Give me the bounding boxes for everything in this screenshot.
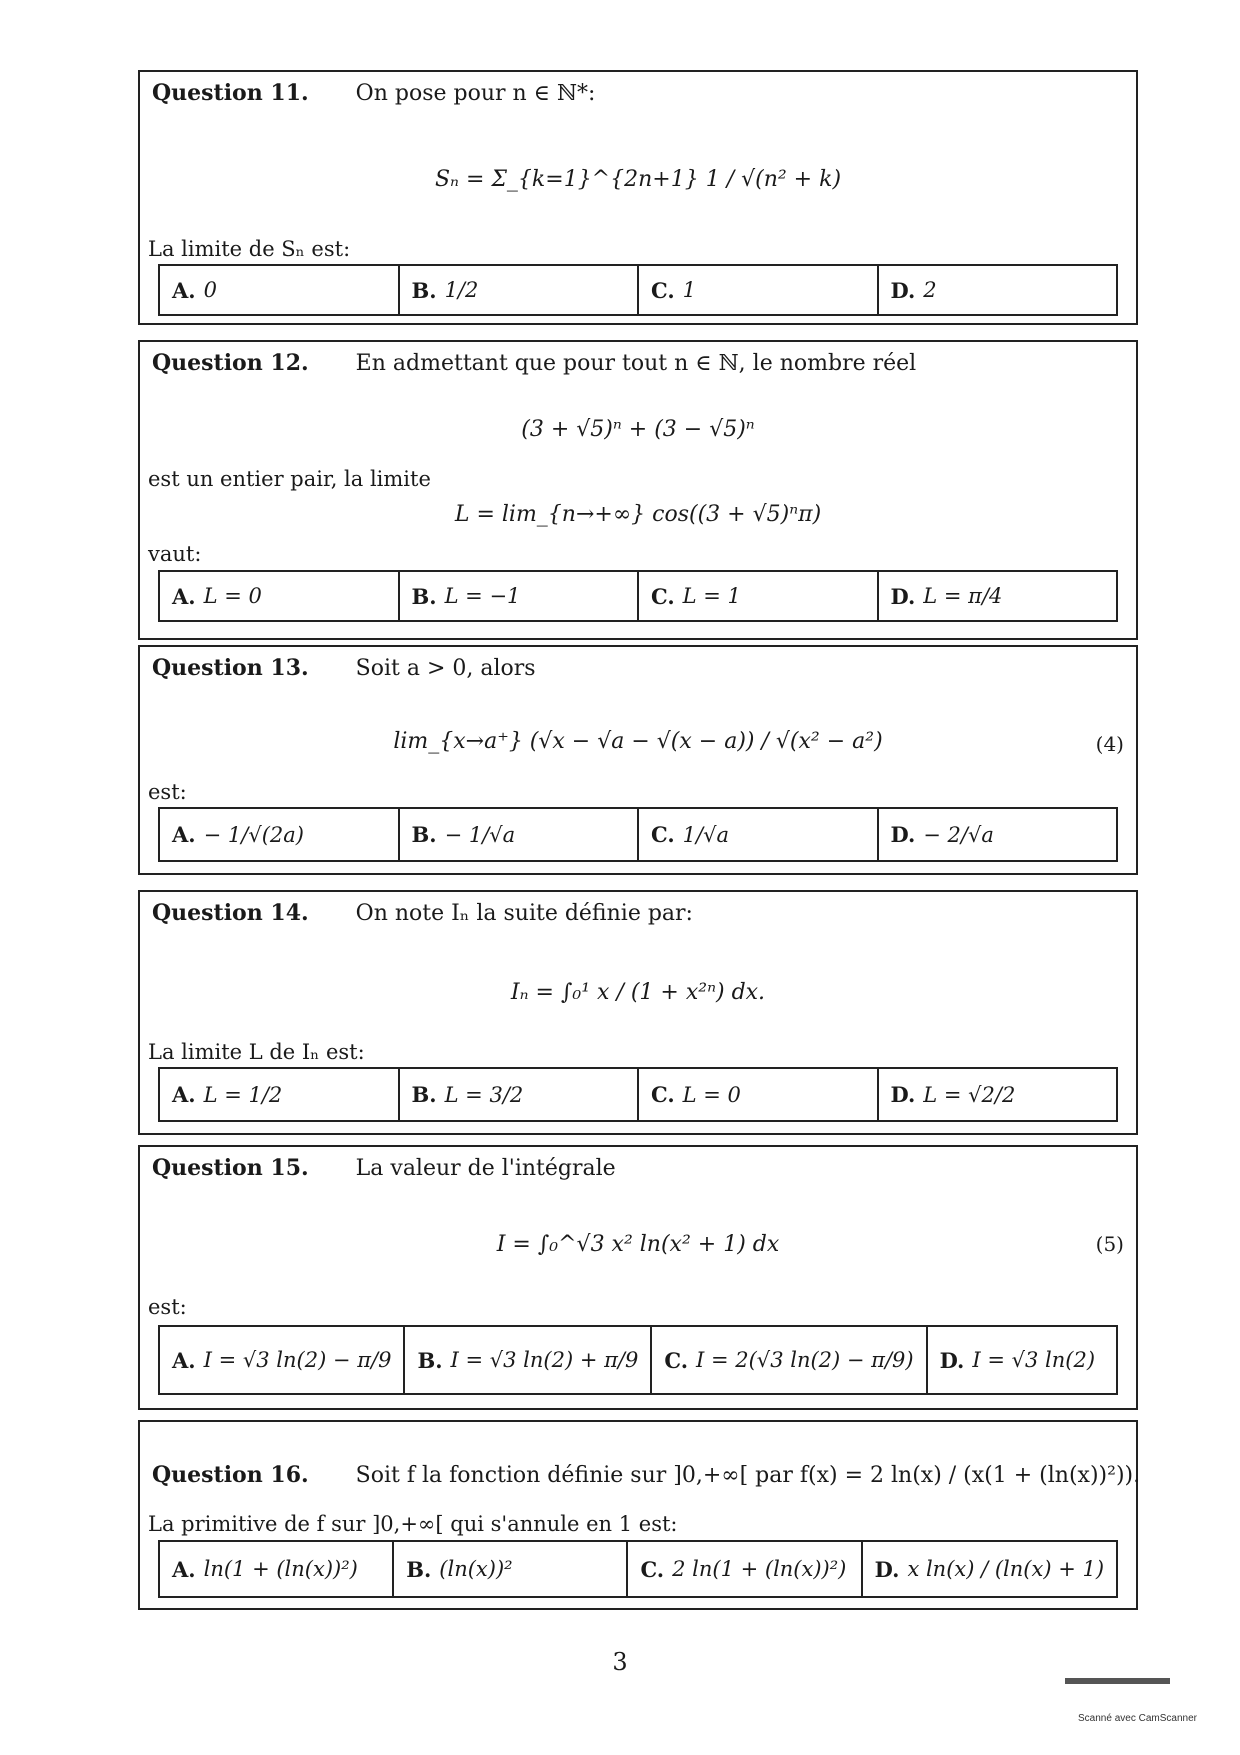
answer-value: − 2/√a	[923, 822, 994, 847]
equation-number: (5)	[1095, 1232, 1124, 1256]
question-number: Question 16.	[152, 1462, 309, 1488]
answer-value: 2 ln(1 + (ln(x))²)	[672, 1557, 847, 1581]
question-intro: La valeur de l'intégrale	[355, 1156, 616, 1181]
answer-lead: vaut:	[148, 542, 202, 566]
answer-value: L = 1/2	[203, 1082, 283, 1107]
answer-letter: B.	[417, 1347, 443, 1373]
answer-option-a[interactable]	[160, 572, 398, 620]
answer-value: L = 3/2	[444, 1082, 524, 1107]
answer-row	[158, 570, 1118, 622]
answer-value: L = 1	[682, 584, 741, 608]
answer-option-b[interactable]	[398, 1069, 638, 1120]
answer-letter: C.	[651, 583, 675, 609]
answer-letter: D.	[890, 1082, 916, 1107]
answer-value: − 1/√(2a)	[203, 822, 304, 847]
answer-value: L = 0	[682, 1082, 741, 1107]
answer-letter: C.	[651, 277, 675, 303]
answer-letter: D.	[890, 583, 916, 609]
question-intro: En admettant que pour tout n ∈ ℕ, le nombre réel	[355, 351, 917, 376]
answer-letter: B.	[406, 1556, 432, 1582]
question-15-box	[138, 1145, 1138, 1410]
answer-row	[158, 1067, 1118, 1122]
answer-letter: A.	[172, 822, 196, 847]
answer-option-b[interactable]	[403, 1327, 650, 1393]
answer-row	[158, 1325, 1118, 1395]
question-number: Question 15.	[152, 1155, 309, 1181]
formula: Sₙ = Σ_{k=1}^{2n+1} 1 / √(n² + k)	[434, 167, 842, 192]
answer-letter: B.	[411, 822, 437, 847]
page-number: 3	[612, 1648, 628, 1676]
answer-letter: D.	[890, 277, 916, 303]
formula: lim_{x→a⁺} (√x − √a − √(x − a)) / √(x² − a²)	[393, 729, 883, 754]
answer-option-d[interactable]	[877, 266, 1117, 314]
question-number: Question 13.	[152, 655, 309, 681]
answer-option-c[interactable]	[637, 1069, 877, 1120]
answer-lead: La primitive de f sur ]0,+∞[ qui s'annule en 1 est:	[148, 1512, 678, 1536]
answer-lead: La limite de Sₙ est:	[148, 237, 351, 261]
answer-value: 0	[203, 278, 217, 302]
answer-letter: B.	[411, 583, 437, 609]
answer-option-a[interactable]	[160, 809, 398, 860]
answer-letter: C.	[651, 822, 675, 847]
answer-letter: D.	[939, 1347, 965, 1373]
answer-value: I = √3 ln(2) − π/9	[203, 1348, 392, 1372]
answer-letter: D.	[890, 822, 916, 847]
answer-value: 2	[923, 278, 937, 302]
answer-letter: C.	[651, 1082, 675, 1107]
answer-option-a[interactable]	[160, 1069, 398, 1120]
answer-option-c[interactable]	[637, 572, 877, 620]
question-number: Question 11.	[152, 80, 309, 106]
answer-value: L = √2/2	[923, 1082, 1016, 1107]
answer-option-b[interactable]	[392, 1542, 626, 1596]
answer-option-a[interactable]	[160, 1327, 403, 1393]
question-intro: On pose pour n ∈ ℕ*:	[355, 81, 596, 106]
answer-option-c[interactable]	[650, 1327, 925, 1393]
answer-option-d[interactable]	[877, 809, 1117, 860]
answer-value: L = 0	[203, 584, 262, 608]
scanner-footer: Scanné avec CamScanner	[1078, 1713, 1197, 1724]
mid-text: est un entier pair, la limite	[148, 467, 431, 491]
question-11-box	[138, 70, 1138, 325]
answer-letter: C.	[664, 1347, 689, 1373]
answer-value: I = 2(√3 ln(2) − π/9)	[696, 1348, 914, 1372]
answer-option-d[interactable]	[877, 1069, 1117, 1120]
answer-value: 1/√a	[682, 822, 729, 847]
question-intro: Soit f la fonction définie sur ]0,+∞[ par f(x) = 2 ln(x) / (x(1 + (ln(x))²)).	[355, 1463, 1141, 1488]
answer-option-d[interactable]	[926, 1327, 1116, 1393]
answer-value: I = √3 ln(2) + π/9	[450, 1348, 639, 1372]
answer-row	[158, 264, 1118, 316]
answer-value: 1/2	[444, 278, 479, 302]
answer-value: ln(1 + (ln(x))²)	[203, 1557, 358, 1581]
answer-value: I = √3 ln(2)	[972, 1348, 1096, 1372]
answer-option-b[interactable]	[398, 572, 638, 620]
answer-letter: A.	[172, 1347, 196, 1373]
question-intro: Soit a > 0, alors	[355, 656, 536, 681]
answer-option-b[interactable]	[398, 266, 638, 314]
answer-value: L = π/4	[923, 584, 1003, 608]
answer-option-c[interactable]	[637, 266, 877, 314]
answer-row	[158, 1540, 1118, 1598]
answer-letter: B.	[411, 1082, 437, 1107]
answer-option-c[interactable]	[626, 1542, 860, 1596]
answer-lead: La limite L de Iₙ est:	[148, 1040, 365, 1064]
equation-number: (4)	[1095, 732, 1124, 756]
answer-letter: C.	[640, 1556, 665, 1582]
question-12-box	[138, 340, 1138, 640]
answer-lead: est:	[148, 780, 187, 804]
answer-letter: A.	[172, 583, 196, 609]
answer-value: (ln(x))²	[439, 1557, 513, 1581]
question-14-box	[138, 890, 1138, 1135]
answer-option-d[interactable]	[877, 572, 1117, 620]
question-intro: On note Iₙ la suite définie par:	[355, 901, 693, 926]
answer-option-c[interactable]	[637, 809, 877, 860]
answer-value: L = −1	[444, 584, 521, 608]
answer-lead: est:	[148, 1295, 187, 1319]
answer-letter: A.	[172, 1556, 196, 1582]
answer-letter: A.	[172, 277, 196, 303]
answer-option-b[interactable]	[398, 809, 638, 860]
question-13-box	[138, 645, 1138, 875]
answer-option-a[interactable]	[160, 1542, 392, 1596]
answer-row	[158, 807, 1118, 862]
scanner-divider	[1065, 1678, 1170, 1684]
formula: I = ∫₀^√3 x² ln(x² + 1) dx	[496, 1232, 780, 1257]
question-number: Question 12.	[152, 350, 309, 376]
question-number: Question 14.	[152, 900, 309, 926]
question-16-box	[138, 1420, 1141, 1610]
answer-letter: A.	[172, 1082, 196, 1107]
answer-letter: B.	[411, 277, 437, 303]
formula: Iₙ = ∫₀¹ x / (1 + x²ⁿ) dx.	[510, 980, 766, 1005]
answer-option-a[interactable]	[160, 266, 398, 314]
answer-value: − 1/√a	[444, 822, 516, 847]
answer-value: 1	[682, 278, 697, 302]
answer-letter: D.	[874, 1556, 900, 1582]
formula-limit: L = lim_{n→+∞} cos((3 + √5)ⁿπ)	[454, 502, 822, 527]
formula: (3 + √5)ⁿ + (3 − √5)ⁿ	[521, 417, 755, 442]
answer-option-d[interactable]	[861, 1542, 1116, 1596]
answer-value: x ln(x) / (ln(x) + 1)	[907, 1557, 1105, 1581]
